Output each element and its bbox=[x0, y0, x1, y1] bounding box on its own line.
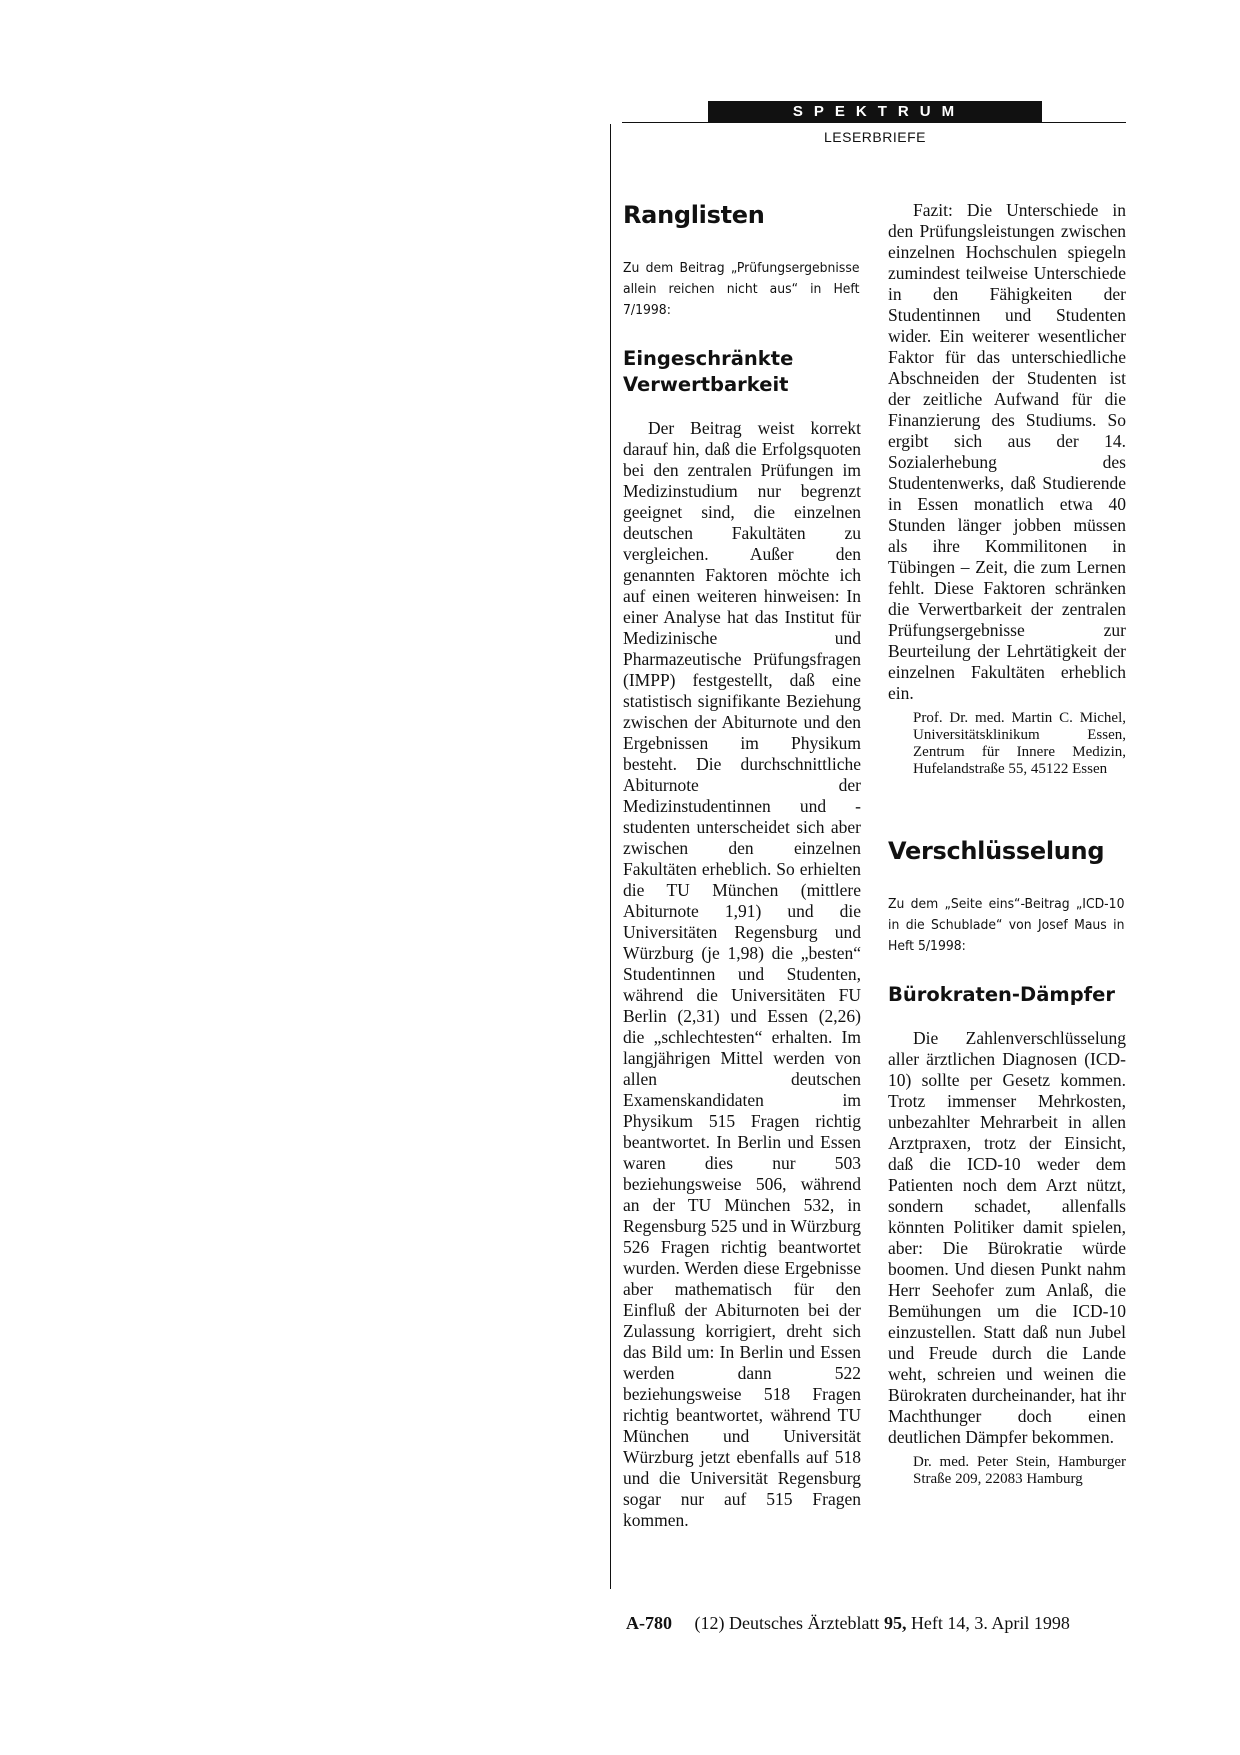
letter-1-body: Der Beitrag weist korrekt darauf hin, daß die Erfolgsquoten bei den zentralen Prüfungen im Medizinstudium nur begrenzt geeignet sind, die einzelnen deutschen Fakultäten zu vergleichen. Außer den genannten Faktoren möchte ich auf einen weiteren hinweisen: In einer Analyse hat das Institut für Medizinische und Pharmazeutische Prüfungsfragen (IMPP) festgestellt, daß eine statistisch signifikante Beziehung zwischen der Abiturnote und den Ergebnissen im Physikum besteht. Die durchschnittliche Abiturnote der Medizinstudentinnen und -studenten unterscheidet sich aber zwischen den einzelnen Fakultäten erheblich. So erhielten die TU München (mittlere Abiturnote 1,91) und die Universitäten Regensburg und Würzburg (je 1,98) die „besten“ Studentinnen und Studenten, während die Universitäten FU Berlin (2,31) und Essen (2,26) die „schlechtesten“ erhalten. Im langjährigen Mittel werden von allen deutschen Examenskandidaten im Physikum 515 Fragen richtig beantwortet. In Berlin und Essen waren dies nur 503 beziehungsweise 506, während an der TU München 532, in Regensburg 525 und in Würzburg 526 Fragen richtig beantwortet wurden. Werden diese Ergebnisse aber mathematisch für den Einfluß der Abiturnoten bei der Zulassung korrigiert, dreht sich das Bild um: In Berlin und Essen werden dann 522 beziehungsweise 518 Fragen richtig beantwortet, während TU München und Universität Würzburg jetzt ebenfalls auf 518 und die Universität Regensburg sogar nur auf 515 Fragen kommen. bbox=[623, 418, 861, 1530]
journal-volume: 95, bbox=[883, 1613, 907, 1633]
letter-1-headline-line-2: Verwertbarkeit bbox=[623, 373, 789, 396]
letter-2-body: Die Zahlenverschlüsselung aller ärztlichen Diagnosen (ICD-10) sollte per Gesetz kommen. Trotz immenser Mehrkosten, unbezahlter Mehrarbeit in allen Arztpraxen, trotz der Einsicht, daß die ICD-10 weder dem Patienten noch dem Arzt nützt, sondern schadet, allenfalls könnten Politiker damit spielen, aber: Die Bürokratie würde boomen. Und diesen Punkt nahm Herr Seehofer zum Anlaß, die Bemühungen um die ICD-10 einzustellen. Statt daß nun Jubel und Freude durch die Lande weht, schreien und weinen die Bürokraten durcheinander, hat ihr Machthunger doch einen deutlichen Dämpfer bekommen. bbox=[888, 1028, 1126, 1447]
letter-1-continuation: Fazit: Die Unterschiede in den Prüfungsleistungen zwischen einzelnen Hochschulen spiegeln zumindest teilweise Unterschiede in den Fähigkeiten der Studentinnen und Studenten wider. Ein weiterer wesentlicher Faktor für das unterschiedliche Abschneiden der Studenten ist der zeitliche Aufwand für die Finanzierung des Studiums. So ergibt sich aus der 14. Sozialerhebung des Studentenwerks, daß Studierende in Essen monatlich etwa 40 Stunden länger jobben müssen als ihre Kommilitonen in Tübingen – Zeit, die zum Lernen fehlt. Diese Faktoren schränken die Verwertbarkeit der zentralen Prüfungsergebnisse zur Beurteilung der Lehrtätigkeit der einzelnen Fakultäten erheblich ein. bbox=[888, 200, 1126, 703]
letter-1-signature: Prof. Dr. med. Martin C. Michel, Universitätsklinikum Essen, Zentrum für Innere Medizin, Hufelandstraße 55, 45122 Essen bbox=[913, 710, 1126, 777]
section-header: SPEKTRUM bbox=[708, 101, 1042, 123]
journal-name: (12) Deutsches Ärzteblatt bbox=[694, 1613, 880, 1633]
issue-date: Heft 14, 3. April 1998 bbox=[910, 1613, 1070, 1633]
letter-1-headline bbox=[623, 346, 861, 398]
letter-2-headline: Bürokraten-Dämpfer bbox=[888, 983, 1115, 1006]
letter-1-section-title: Ranglisten bbox=[623, 201, 765, 229]
header-rule bbox=[622, 122, 1126, 123]
letter-2-intro: Zu dem „Seite eins“-Beitrag „ICD-10 in die Schublade“ von Josef Maus in Heft 5/1998: bbox=[888, 896, 1125, 954]
letter-2-signature: Dr. med. Peter Stein, Hamburger Straße 209, 22083 Hamburg bbox=[913, 1454, 1126, 1487]
letter-1-intro: Zu dem Beitrag „Prüfungsergebnisse allein reichen nicht aus“ in Heft 7/1998: bbox=[623, 260, 860, 318]
letter-1-headline-line-1: Eingeschränkte bbox=[623, 347, 794, 370]
right-column bbox=[888, 200, 1126, 1488]
page-number: A-780 bbox=[626, 1613, 672, 1633]
page-footer bbox=[626, 1613, 1126, 1634]
column-divider bbox=[610, 124, 611, 1589]
letter-2-section-title: Verschlüsselung bbox=[888, 837, 1105, 865]
subsection-label: LESERBRIEFE bbox=[824, 129, 926, 145]
left-column bbox=[623, 200, 861, 1531]
letter-2 bbox=[888, 836, 1126, 1488]
